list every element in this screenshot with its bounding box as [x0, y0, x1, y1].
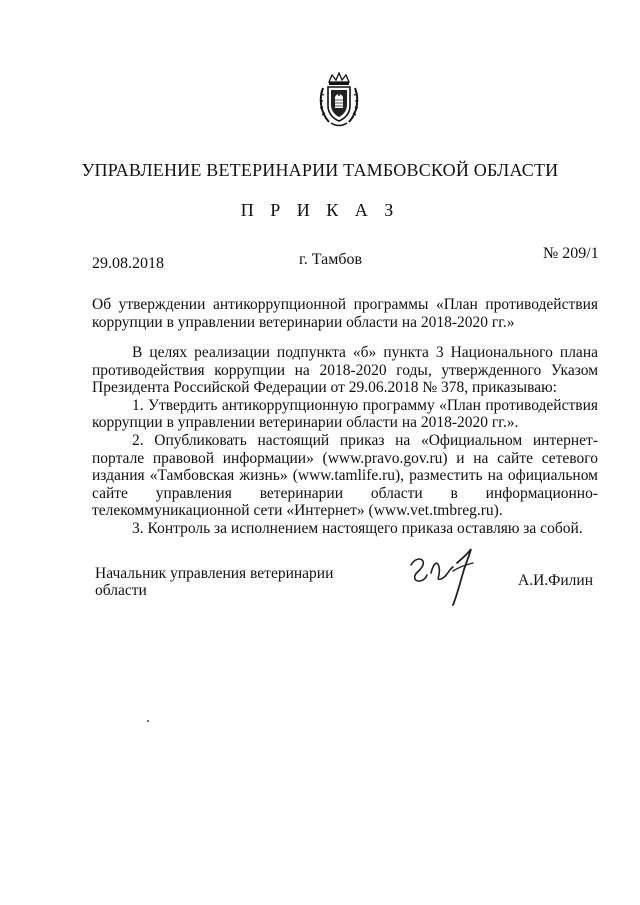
body-intro: В целях реализации подпункта «б» пункта 3 Национального плана противодействия коррупции на 2018-2020 годы, утвержденного Указом Президента Российской Федерации от 29.06.2018 № 378, приказываю: [92, 344, 598, 397]
document-number: № 209/1 [543, 245, 599, 262]
document-subject [92, 296, 598, 332]
document-type-title: П Р И К А З [240, 200, 400, 220]
body-item-3: 3. Контроль за исполнением настоящего приказа оставляю за собой. [132, 519, 583, 537]
coat-of-arms-icon [317, 72, 361, 130]
body-item-2: 2. Опубликовать настоящий приказ на «Официальном интернет-портале правовой информации» (www.pravo.gov.ru) и на сайте сетевого издания «Тамбовская жизнь» (www.tamlife.ru), разместить на официальном сайте управления ветеринарии области в информационно-телекоммуникационной сети «Интернет» (www.vet.tmbreg.ru). [92, 431, 598, 520]
scan-speck [147, 720, 149, 722]
signatory-position-line-2: области [95, 582, 147, 599]
handwritten-signature [405, 543, 485, 613]
subject-line-2: коррупции в управлении ветеринарии области на 2018-2020 гг.» [92, 314, 515, 331]
document-city: г. Тамбов [299, 251, 363, 268]
signatory-position [95, 565, 333, 599]
organization-name: УПРАВЛЕНИЕ ВЕТЕРИНАРИИ ТАМБОВСКОЙ ОБЛАСТИ [81, 160, 559, 180]
subject-line-1: Об утверждении антикоррупционной программы «План противодействия [92, 296, 598, 313]
document-body [92, 344, 598, 538]
body-item-1: 1. Утвердить антикоррупционную программу «План противодействия коррупции в управлении ветеринарии области на 2018-2020 гг.». [92, 396, 598, 432]
document-date: 29.08.2018 [92, 255, 164, 272]
signatory-name: А.И.Филин [518, 572, 594, 589]
signatory-position-line-1: Начальник управления ветеринарии [95, 565, 334, 582]
